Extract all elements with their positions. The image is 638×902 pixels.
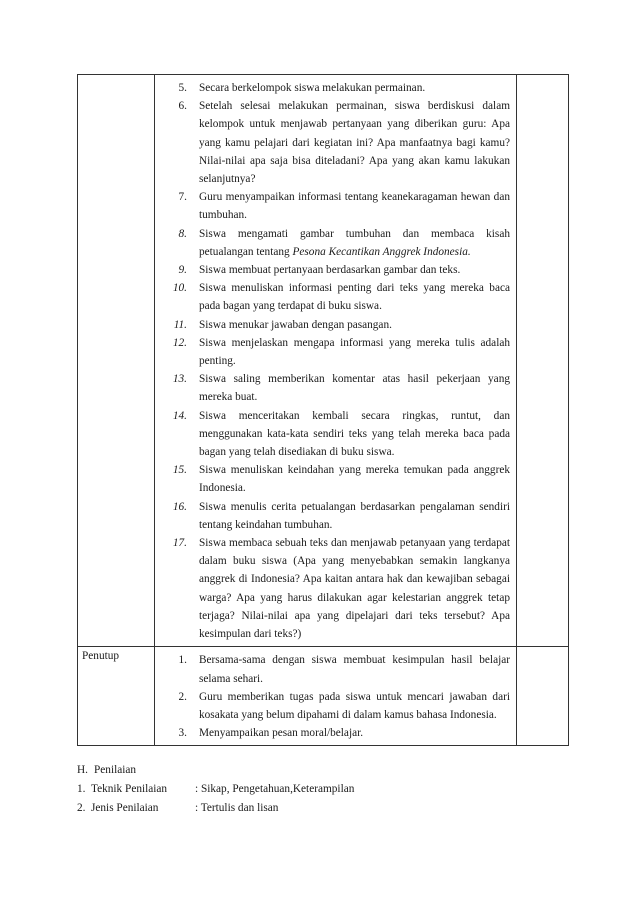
list-item (155, 97, 510, 188)
step-text-body: Siswa membaca sebuah teks dan menjawab petanyaan yang terdapat dalam buku siswa (Apa yang menyebabkan semakin langkanya anggrek di Indonesia? Apa kaitan antara hak dan kewajiban sebagai warga? Apa yang harus dilakukan agar kelestarian anggrek tetap terjaga? Nilai-nilai apa yang dipelajari dari teks tersebut? Apa kesimpulan dari teks?) (199, 537, 510, 641)
step-text (199, 651, 510, 687)
list-item (155, 688, 510, 724)
list-item (155, 498, 510, 534)
step-text-body: Siswa menceritakan kembali secara ringkas, runtut, dan menggunakan kata-kata sendiri teks yang telah mereka baca pada bagan yang telah disediakan di buku siswa. (199, 409, 510, 459)
step-text (199, 79, 510, 97)
step-number: 3. (178, 727, 187, 740)
step-number: 12. (172, 336, 187, 349)
step-text-body: Siswa membuat pertanyaan berdasarkan gambar dan teks. (199, 264, 461, 277)
step-number: 2. (178, 690, 187, 703)
cell-steps (155, 75, 517, 647)
step-text (199, 261, 510, 279)
list-item (155, 370, 510, 406)
step-text-body: Guru menyampaikan informasi tentang keanekaragaman hewan dan tumbuhan. (199, 191, 510, 222)
step-number: 1. (178, 654, 187, 667)
row-penutup (78, 647, 569, 746)
list-item (155, 261, 510, 279)
item-number: 2. (77, 802, 86, 814)
step-text-body: Siswa menjelaskan mengapa informasi yang mereka tulis adalah penting. (199, 336, 510, 368)
step-number: 10. (172, 282, 187, 295)
list-item (155, 188, 510, 224)
penutup-label: Penutup (78, 647, 155, 746)
penilaian-section (77, 761, 557, 818)
list-item (155, 279, 510, 315)
step-text-body: Secara berkelompok siswa melakukan permainan. (199, 82, 426, 94)
step-text-body: Setelah selesai melakukan permainan, siswa berdiskusi dalam kelompok untuk menjawab pertanyaan yang diberikan guru: Apa yang kamu pelajari dari kegiatan ini? Apa manfaatnya bagi kamu? Nilai-nilai apa saja bisa diteladani? Apa yang akan kamu lakukan selanjutnya? (199, 100, 510, 186)
list-item (155, 651, 510, 687)
step-number: 16. (172, 500, 187, 513)
item-value: : Tertulis dan lisan (195, 802, 279, 814)
item-value: : Sikap, Pengetahuan,Keterampilan (195, 783, 355, 795)
item-key: Teknik Penilaian (91, 783, 168, 795)
cell-phase-empty (78, 75, 155, 647)
penilaian-heading-row (77, 761, 557, 780)
step-text-body: Guru memberikan tugas pada siswa untuk mencari jawaban dari kosakata yang belum dipahami di dalam kamus bahasa Indonesia. (199, 690, 510, 721)
list-item (155, 79, 510, 97)
cell-check-empty (517, 75, 569, 647)
step-number: 17. (172, 537, 187, 550)
step-number: 11. (173, 318, 187, 331)
step-text (199, 316, 510, 334)
step-text-body: Siswa mengamati gambar tumbuhan dan membaca kisah petualangan tentang (199, 227, 510, 258)
step-text-body: Menyampaikan pesan moral/belajar. (199, 727, 364, 740)
step-text-body: Siswa menukar jawaban dengan pasangan. (199, 318, 392, 331)
step-text (199, 188, 510, 224)
item-key: Jenis Penilaian (91, 802, 159, 814)
list-item (155, 534, 510, 643)
step-text-body: Siswa menuliskan keindahan yang mereka temukan pada anggrek Indonesia. (199, 464, 510, 495)
list-item (155, 724, 510, 742)
row-kegiatan-inti (78, 75, 569, 647)
step-number: 9. (178, 264, 187, 277)
penilaian-item (77, 780, 557, 799)
step-text (199, 279, 510, 315)
story-title: Pesona Kecantikan Anggrek Indonesia. (292, 245, 471, 258)
step-number: 14. (172, 409, 187, 422)
list-item (155, 407, 510, 462)
cell-penutup-check-empty (517, 647, 569, 746)
step-text-body: Siswa menulis cerita petualangan berdasarkan pengalaman sendiri tentang keindahan tumbuhan. (199, 500, 510, 531)
step-text (199, 225, 510, 261)
penilaian-items (77, 780, 557, 818)
kegiatan-inti-list (155, 75, 516, 646)
step-text (199, 461, 510, 497)
step-text-body: Siswa menuliskan informasi penting dari teks yang mereka baca pada bagan yang terdapat di buku siswa. (199, 282, 510, 313)
section-heading: Penilaian (94, 764, 137, 776)
list-item (155, 316, 510, 334)
list-item (155, 225, 510, 261)
cell-penutup-steps (155, 647, 517, 746)
step-text (199, 688, 510, 724)
step-text (199, 407, 510, 462)
step-number: 8. (178, 227, 187, 240)
penutup-list (155, 647, 516, 745)
step-number: 13. (172, 373, 187, 386)
item-number: 1. (77, 783, 86, 795)
step-text (199, 97, 510, 188)
step-text (199, 334, 510, 370)
penilaian-item (77, 799, 557, 818)
list-item (155, 334, 510, 370)
step-text-body: Bersama-sama dengan siswa membuat kesimpulan hasil belajar selama sehari. (199, 654, 510, 685)
step-text (199, 370, 510, 406)
activity-table (77, 74, 569, 746)
section-marker: H. (77, 764, 88, 776)
step-number: 15. (172, 464, 187, 477)
step-text-body: Siswa saling memberikan komentar atas hasil pekerjaan yang mereka buat. (199, 373, 510, 404)
step-number: 6. (178, 100, 187, 113)
step-text (199, 724, 510, 742)
step-text (199, 498, 510, 534)
step-number: 5. (178, 82, 187, 94)
step-number: 7. (178, 191, 187, 204)
list-item (155, 461, 510, 497)
step-text (199, 534, 510, 643)
